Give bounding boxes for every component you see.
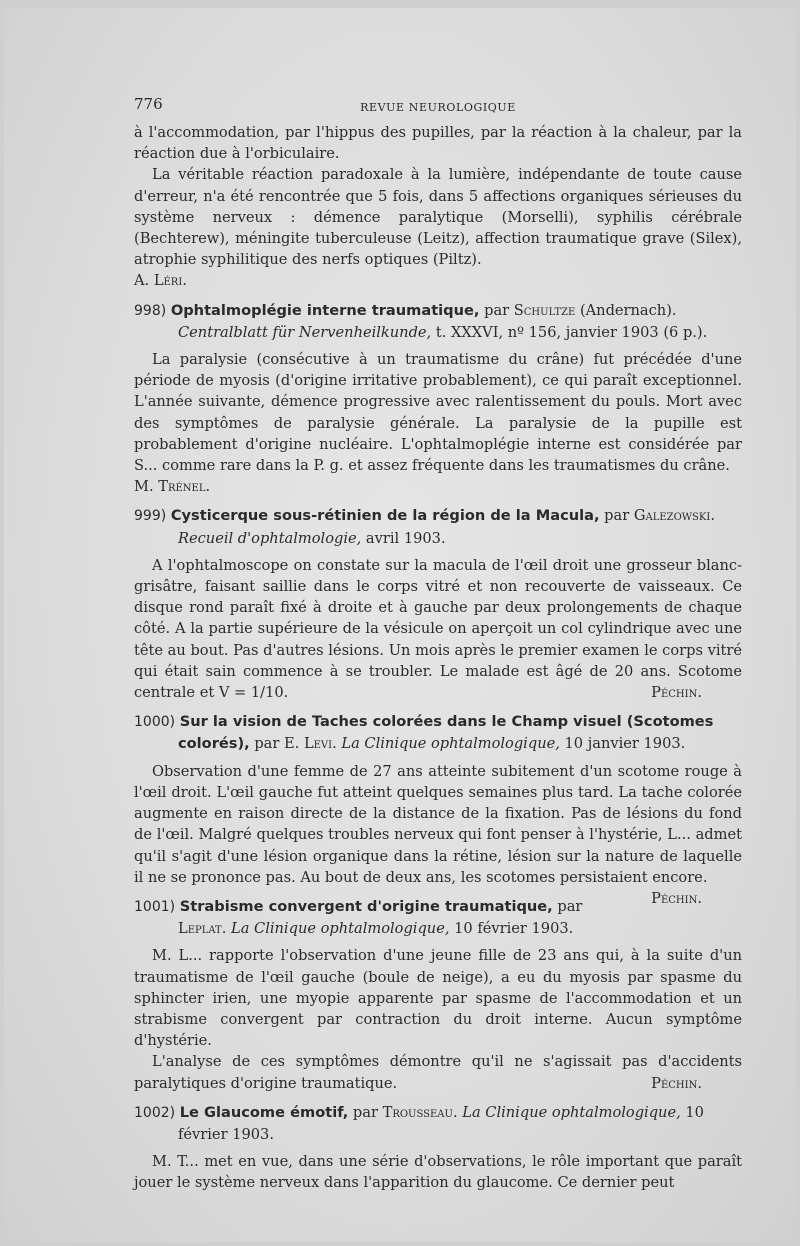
entry-author: Trousseau. [382, 1103, 458, 1121]
abstract-body-1001 [134, 945, 742, 1093]
entry-number: 1002) [134, 1104, 176, 1121]
abstract-body-999 [134, 555, 742, 703]
entry-title: Strabisme convergent d'origine traumatique, [179, 897, 553, 915]
entry-by: par [599, 507, 634, 525]
abstract-paragraph: M. L... rapporte l'observation d'une jeune fille de 23 ans qui, à la suite d'un traumatisme de l'œil gauche (boule de neige), a eu du myosis par spasme du sphincter irien, une myopie apparente par spasme de l'accommodation et un strabisme convergent par contraction du droit interne. Aucun symptôme d'hystérie. [134, 947, 742, 1050]
entry-citation-journal: Centralblatt für Nervenheilkunde, [178, 323, 432, 341]
entry-author: Levi. [303, 735, 337, 753]
page-number: 776 [134, 95, 163, 113]
abstract-entry-999 [134, 505, 742, 548]
entry-citation-journal: La Clinique ophtalmologique, [462, 1103, 681, 1121]
abstract-paragraph: L'analyse de ces symptômes démontre qu'il ne s'agissait pas d'accidents paralytiques d'origine traumatique. Péchin. [134, 1051, 742, 1093]
abstract-signature: Péchin. [651, 1074, 702, 1092]
abstract-paragraph: A l'ophtalmoscope on constate sur la macula de l'œil droit une grosseur blanc-grisâtre, faisant saillie dans le corps vitré et non recouverte de vaisseaux. Ce disque rond paraît fixé à droite et à gauche par deux prolongements de chaque côté. A la partie supérieure de la vésicule on aperçoit un col cylindrique avec une tête au bout. Pas d'autres lésions. Un mois après le premier examen le corps vitré qui était sain commence à se troubler. Le malade est âgé de 20 ans. Scotome centrale et V = 1/10. Péchin. [134, 555, 742, 703]
intro-signature: A. Léri. [134, 272, 187, 290]
entry-citation-details: avril 1903. [361, 529, 446, 547]
entry-number: 998) [134, 302, 167, 319]
abstract-body-998 [134, 349, 742, 497]
abstract-paragraph: M. T... met en vue, dans une série d'observations, le rôle important que paraît jouer le système nerveux dans l'apparition du glaucome. Ce dernier peut [134, 1153, 742, 1192]
entry-author: Schultze [513, 301, 576, 319]
entry-author: Leplat. [178, 920, 227, 938]
entry-author: Galezowski. [633, 507, 715, 525]
entry-author-suffix: (Andernach). [575, 301, 677, 319]
abstract-paragraph: Observation d'une femme de 27 ans atteinte subitement d'un scotome rouge à l'œil droit. L'œil gauche fut atteint quelques semaines plus tard. La tache colorée augmente en raison directe de la distance de la fixation. Pas de lésions du fond de l'œil. Malgré quelques troubles nerveux qui font penser à l'hystérie, L... admet qu'il s'agit d'une lésion organique dans la rétine, lésion sur la nature de laquelle il ne se prononce pas. Au bout de deux ans, les scotomes persistaient encore. Péchin. [134, 761, 742, 888]
page-content [134, 94, 742, 1194]
entry-number: 1000) [134, 714, 176, 731]
running-title: REVUE NEUROLOGIQUE [360, 101, 516, 114]
abstract-entry-1000 [134, 711, 742, 754]
entry-title: Sur la vision de Taches colorées dans le Champ visuel (Scotomes colorés), [178, 713, 714, 753]
abstract-body-1002 [134, 1151, 742, 1193]
entry-by: par E. [249, 735, 304, 753]
entry-citation-details: 10 février 1903. [178, 1103, 704, 1143]
intro-paragraph-2: La véritable réaction paradoxale à la lumière, indépendante de toute cause d'erreur, n'a été rencontrée que 5 fois, dans 5 affections organiques sérieuses du système nerveux : démence paralytique (Morselli), syphilis cérébrale (Bechterew), méningite tuberculeuse (Leitz), affection traumatique grave (Silex), atrophie syphilitique des nerfs optiques (Piltz). [134, 166, 742, 269]
entry-title: Le Glaucome émotif, [179, 1103, 349, 1121]
entry-by: par [348, 1103, 383, 1121]
entry-citation-journal: Recueil d'ophtalmologie, [178, 529, 362, 547]
intro-paragraph-1: à l'accommodation, par l'hippus des pupilles, par la réaction à la chaleur, par la réaction due à l'orbiculaire. [134, 124, 742, 163]
abstract-paragraph: La paralysie (consécutive à un traumatisme du crâne) fut précédée d'une période de myosis (d'origine irritative probablement), ce qui paraît exceptionnel. L'année suivante, démence progressive avec ralentissement du pouls. Mort avec des symptômes de paralysie générale. La paralysie de la pupille est probablement d'origine nucléaire. L'ophtalmoplégie interne est considérée par S... comme rare dans la P. g. et assez fréquente dans les traumatismes du crâne. [134, 351, 742, 475]
entry-number: 1001) [134, 898, 176, 915]
entry-citation-journal: La Clinique ophtalmologique, [341, 735, 560, 753]
entry-citation-details: 10 janvier 1903. [559, 735, 686, 753]
abstract-entry-1002 [134, 1102, 742, 1145]
entry-title: Cysticerque sous-rétinien de la région de la Macula, [170, 507, 600, 525]
abstract-signature: Péchin. [651, 889, 702, 907]
page-header [134, 94, 742, 122]
entry-by: par [552, 897, 583, 915]
entry-citation-journal: La Clinique ophtalmologique, [231, 920, 450, 938]
abstract-signature: M. Trénel. [134, 478, 211, 496]
journal-page [4, 8, 796, 1242]
entry-citation-details: t. XXXVI, nº 156, janvier 1903 (6 p.). [431, 323, 708, 341]
entry-by: par [479, 301, 514, 319]
entry-citation-details: 10 février 1903. [449, 920, 574, 938]
abstract-entry-998 [134, 300, 742, 343]
entry-title: Ophtalmoplégie interne traumatique, [170, 301, 480, 319]
abstract-signature: Péchin. [651, 684, 702, 702]
entry-number: 999) [134, 508, 167, 525]
